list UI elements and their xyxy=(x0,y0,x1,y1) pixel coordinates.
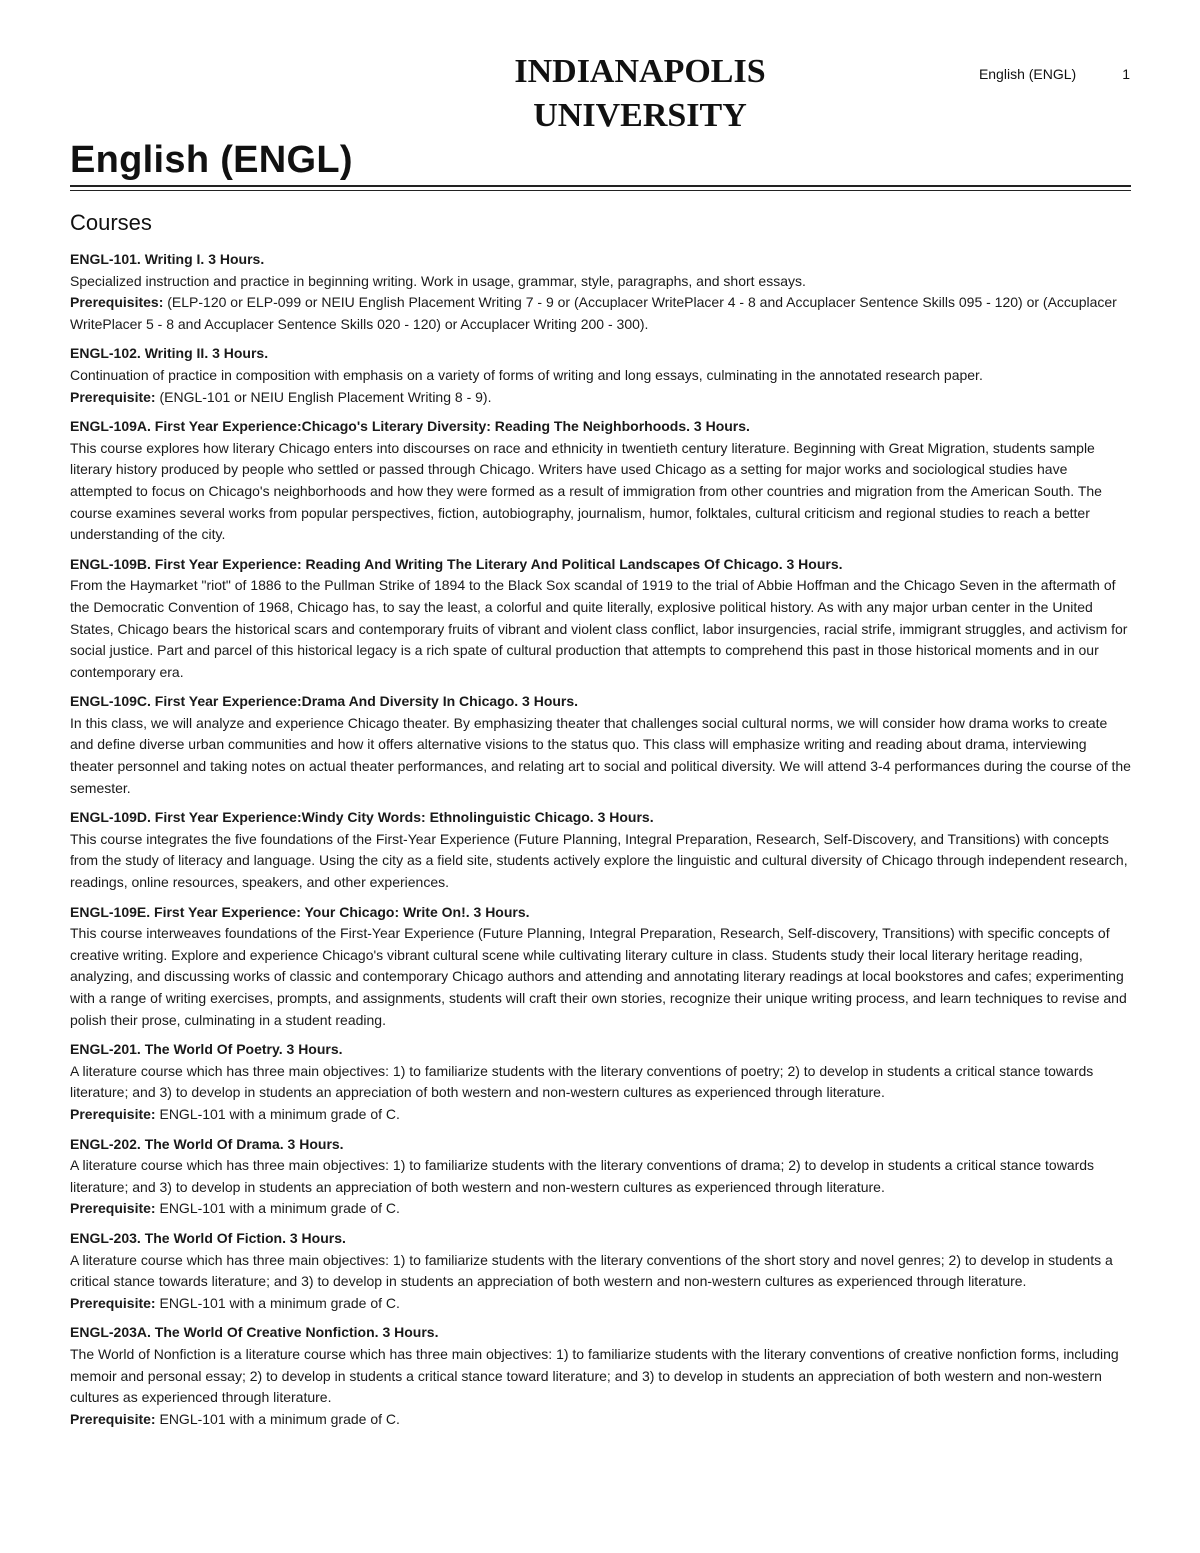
prerequisite-label: Prerequisite: xyxy=(70,1294,156,1311)
prerequisite-text: (ELP-120 or ELP-099 or NEIU English Placement Writing 7 - 9 or (Accuplacer WritePlacer 4 - 8 and Accuplacer Sentence Skills 095 - 120) or (Accuplacer WritePlacer 5 - 8 and Accuplacer Sentence Skills 020 - 120) or Accuplacer Writing 200 - 300). xyxy=(70,294,1117,332)
course-description: A literature course which has three main objectives: 1) to familiarize students with the literary conventions of the short story and novel genres; 2) to develop in students a critical stance towards literature; and 3) to develop in students an appreciation of both western and non-western cultures as experienced through literature. xyxy=(70,1251,1113,1290)
prerequisite-text: ENGL-101 with a minimum grade of C. xyxy=(155,1200,400,1217)
course-entry xyxy=(70,1134,1132,1220)
course-description: A literature course which has three main objectives: 1) to familiarize students with the literary conventions of poetry; 2) to develop in students a critical stance towards literature; and 3) to develop in students an appreciation of both western and non-western cultures as experienced through literature. xyxy=(70,1062,1094,1101)
prerequisite-text: ENGL-101 with a minimum grade of C. xyxy=(155,1410,400,1427)
university-logo xyxy=(440,50,840,138)
course-title: ENGL-203A. The World Of Creative Nonfiction. 3 Hours. xyxy=(70,1324,439,1341)
course-description: This course integrates the five foundations of the First-Year Experience (Future Planning, Integral Preparation, Research, Self-Discovery, and Transitions) with concepts from the study of literacy and language. Using the city as a field site, students actively explore the linguistic and cultural diversity of Chicago through independent research, readings, online resources, speakers, and other experiences. xyxy=(70,830,1128,891)
title-rule-thin xyxy=(70,190,1131,191)
course-entry xyxy=(70,1039,1132,1125)
course-entry xyxy=(70,902,1132,1032)
course-prerequisite xyxy=(70,1104,1132,1126)
course-title: ENGL-201. The World Of Poetry. 3 Hours. xyxy=(70,1041,343,1058)
prerequisite-text: (ENGL-101 or NEIU English Placement Writing 8 - 9). xyxy=(155,388,492,405)
course-entry xyxy=(70,416,1132,546)
course-title: ENGL-101. Writing I. 3 Hours. xyxy=(70,251,265,267)
prerequisite-label: Prerequisite: xyxy=(70,1105,156,1122)
course-title: ENGL-203. The World Of Fiction. 3 Hours. xyxy=(70,1229,346,1246)
course-description: Continuation of practice in composition with emphasis on a variety of forms of writing and long essays, culminating in the annotated research paper. xyxy=(70,366,983,383)
course-title: ENGL-109E. First Year Experience: Your Chicago: Write On!. 3 Hours. xyxy=(70,903,530,920)
course-title: ENGL-102. Writing II. 3 Hours. xyxy=(70,345,269,362)
course-entry xyxy=(70,1322,1132,1430)
prerequisite-text: ENGL-101 with a minimum grade of C. xyxy=(155,1294,400,1311)
course-entry xyxy=(70,1228,1132,1314)
course-prerequisite xyxy=(70,387,1132,409)
course-title: ENGL-109D. First Year Experience:Windy City Words: Ethnolinguistic Chicago. 3 Hours. xyxy=(70,809,654,826)
course-description: This course explores how literary Chicago enters into discourses on race and ethnicity in twentieth century literature. Beginning with Great Migration, students sample literary history produced by people who settled or passed through Chicago. Writers have used Chicago as a setting for major works and sociological studies have attempted to focus on Chicago's neighborhoods and how they were formed as a result of immigration from other countries and migration from the American South. The course examines several works from popular perspectives, fiction, autobiography, journalism, humor, folktales, cultural criticism and regional studies to reach a better understanding of the city. xyxy=(70,439,1102,543)
prerequisite-label: Prerequisite: xyxy=(70,1200,156,1217)
course-description: From the Haymarket "riot" of 1886 to the Pullman Strike of 1894 to the Black Sox scandal of 1919 to the trial of Abbie Hoffman and the Chicago Seven in the aftermath of the Democratic Convention of 1968, Chicago has, to say the least, a colorful and quite literally, explosive political history. As with any major urban center in the United States, Chicago bears the historical scars and contemporary fruits of vibrant and violent class conflict, labor insurgencies, racial strife, immigrant struggles, and activism for social justice. Part and parcel of this historical legacy is a rich spate of cultural production that attempts to comprehend this past in those historical moments and in our contemporary era. xyxy=(70,577,1128,680)
prerequisite-label: Prerequisite: xyxy=(70,388,156,405)
prerequisite-label: Prerequisites: xyxy=(70,294,164,311)
course-description: This course interweaves foundations of the First-Year Experience (Future Planning, Integral Preparation, Research, Self-discovery, Transitions) with specific concepts of creative writing. Explore and experience Chicago's vibrant cultural scene while cultivating literary culture in class. Students study their local literary heritage reading, analyzing, and discussing works of classic and contemporary Chicago authors and attending and annotating literary readings at local bookstores and cafes; experimenting with a range of writing exercises, prompts, and assignments, students will craft their own stories, recognize their unique writing process, and learn techniques to revise and polish their prose, culminating in a student reading. xyxy=(70,925,1127,1028)
course-entry xyxy=(70,554,1132,684)
prerequisite-text: ENGL-101 with a minimum grade of C. xyxy=(155,1105,400,1122)
section-heading-courses: Courses xyxy=(70,210,152,235)
course-prerequisite xyxy=(70,1409,1132,1431)
page-title: English (ENGL) xyxy=(70,139,353,181)
course-prerequisite xyxy=(70,292,1132,335)
page-number: 1 xyxy=(1122,66,1130,82)
title-rule-thick xyxy=(70,185,1131,187)
course-description: Specialized instruction and practice in beginning writing. Work in usage, grammar, style, paragraphs, and short essays. xyxy=(70,272,806,289)
course-prerequisite xyxy=(70,1293,1132,1315)
course-description: The World of Nonfiction is a literature course which has three main objectives: 1) to familiarize students with the literary conventions of creative nonfiction forms, including memoir and personal essay; 2) to develop in students a critical stance toward literature; and 3) to develop in students an appreciation of both western and non-western cultures as experienced through literature. xyxy=(70,1345,1119,1406)
course-entry xyxy=(70,807,1132,893)
running-header-title: English (ENGL) xyxy=(978,66,1077,82)
course-prerequisite xyxy=(70,1198,1132,1220)
course-description: In this class, we will analyze and experience Chicago theater. By emphasizing theater that challenges social cultural norms, we will consider how drama works to create and define diverse urban communities and how it offers alternative visions to the status quo. This class will emphasize writing and reading about drama, interviewing theater personnel and taking notes on actual theater performances, and relating art to social and political diversity. We will attend 3-4 performances during the course of the semester. xyxy=(70,714,1131,796)
course-entry xyxy=(70,249,1132,335)
course-list xyxy=(70,249,1132,1438)
logo-line-2: UNIVERSITY xyxy=(533,97,747,134)
course-title: ENGL-109A. First Year Experience:Chicago's Literary Diversity: Reading The Neighborhoods. 3 Hours. xyxy=(70,418,750,435)
course-title: ENGL-109B. First Year Experience: Reading And Writing The Literary And Political Landscapes Of Chicago. 3 Hours. xyxy=(70,555,843,572)
course-entry xyxy=(70,343,1132,408)
course-entry xyxy=(70,691,1132,799)
running-header xyxy=(979,66,1130,82)
logo-line-1: INDIANAPOLIS xyxy=(514,53,766,90)
course-description: A literature course which has three main objectives: 1) to familiarize students with the literary conventions of drama; 2) to develop in students a critical stance towards literature; and 3) to develop in students an appreciation of both western and non-western cultures as experienced through literature. xyxy=(70,1157,1095,1195)
course-title: ENGL-202. The World Of Drama. 3 Hours. xyxy=(70,1135,344,1152)
prerequisite-label: Prerequisite: xyxy=(70,1410,156,1427)
course-title: ENGL-109C. First Year Experience:Drama And Diversity In Chicago. 3 Hours. xyxy=(70,693,579,710)
